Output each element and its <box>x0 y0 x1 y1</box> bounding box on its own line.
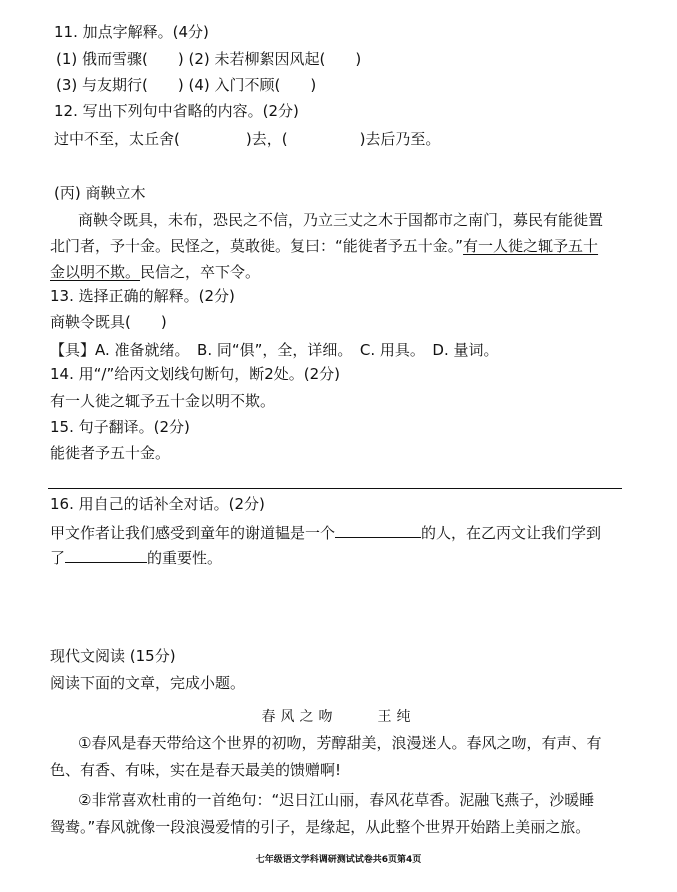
q11-row2: (3) 与友期行( ) (4) 入门不顾( ) <box>56 76 317 94</box>
q13-options: 【具】A. 准备就绪。 B. 同“俱”，全，详细。 C. 用具。 D. 量词。 <box>50 341 499 359</box>
answer-blank-1[interactable] <box>335 522 421 538</box>
q12-part-a: 过中不至，太丘舍( <box>54 130 180 148</box>
passage-c-line3-text: 民信之，卒下令。 <box>140 263 261 281</box>
q16-line1-end: 的人，在乙丙文让我们学到 <box>421 524 602 542</box>
passage-c-line2 <box>50 236 598 256</box>
paragraph2-line1: ②非常喜欢杜甫的一首绝句：“迟日江山丽，春风花草香。泥融飞燕子，沙暖睡 <box>78 791 595 809</box>
q16-line2-start: 了 <box>50 549 66 567</box>
q15-title: 15. 句子翻译。(2分) <box>50 418 190 436</box>
paragraph2-line2: 鸳鸯。”春风就像一段浪漫爱情的引子，是缘起，从此整个世界开始踏上美丽之旅。 <box>50 818 591 836</box>
q12-part-b: )去，( <box>245 130 288 148</box>
article-author: 王纯 <box>377 709 416 725</box>
q13-title: 13. 选择正确的解释。(2分) <box>50 287 235 305</box>
passage-c-line1: 商鞅令既具，未布，恐民之不信，乃立三丈之木于国都市之南门，募民有能徙置 <box>78 211 604 229</box>
passage-c-heading: (丙) 商鞅立木 <box>54 184 146 202</box>
q15-text: 能徙者予五十金。 <box>50 444 171 462</box>
section-divider <box>48 488 622 489</box>
underlined-sentence-part1: 有一人徙之辄予五十 <box>463 237 599 255</box>
passage-c-line3 <box>50 262 260 282</box>
q14-text: 有一人徙之辄予五十金以明不欺。 <box>50 392 276 410</box>
answer-blank-2[interactable] <box>65 547 147 563</box>
article-title-line <box>0 706 677 726</box>
paragraph1-line1: ①春风是春天带给这个世界的初吻，芳醇甜美，浪漫迷人。春风之吻，有声、有 <box>78 734 602 752</box>
q16-title: 16. 用自己的话补全对话。(2分) <box>50 495 265 513</box>
q13-stem: 商鞅令既具( ) <box>50 313 167 331</box>
article-title: 春风之吻 <box>261 709 338 725</box>
modern-reading-instruction: 阅读下面的文章，完成小题。 <box>50 674 246 692</box>
paragraph1-line2: 色、有香、有味，实在是春天最美的馈赠啊! <box>50 761 342 779</box>
q16-line1 <box>50 522 601 543</box>
q12-title: 12. 写出下列句中省略的内容。(2分) <box>54 102 299 120</box>
page-footer: 七年级语文学科调研测试试卷共6页第4页 <box>255 855 422 865</box>
underlined-sentence-part2: 金以明不欺。 <box>50 263 141 281</box>
q16-line2 <box>50 547 222 568</box>
q16-line2-end: 的重要性。 <box>147 549 223 567</box>
q16-line1-start: 甲文作者让我们感受到童年的谢道韫是一个 <box>50 524 336 542</box>
passage-c-line2-text: 北门者，予十金。民怪之，莫敢徙。复曰：“能徙者予五十金。” <box>50 237 464 255</box>
q11-row1: (1) 俄而雪骤( ) (2) 未若柳絮因风起( ) <box>56 50 362 68</box>
q11-title: 11. 加点字解释。(4分) <box>54 23 209 41</box>
q12-part-c: )去后乃至。 <box>359 130 441 148</box>
q14-title: 14. 用“/”给丙文划线句断句，断2处。(2分) <box>50 365 341 383</box>
q12-sentence <box>54 129 440 149</box>
modern-reading-heading: 现代文阅读 (15分) <box>50 647 176 665</box>
